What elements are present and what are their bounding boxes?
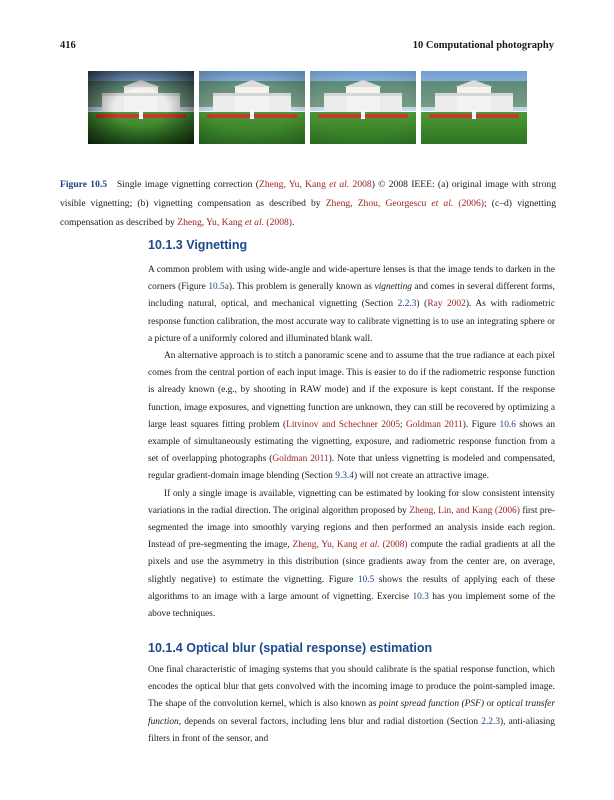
running-chapter-title: 10 Computational photography: [412, 40, 554, 51]
white-house-photo: [88, 71, 194, 144]
section-ref-link[interactable]: 2.2.3: [481, 716, 501, 727]
citation-link[interactable]: Litvinov and Schechner 2005: [286, 419, 401, 430]
citation-link[interactable]: Zheng, Yu, Kang et al. (2008): [292, 540, 408, 551]
citation-link[interactable]: Zheng, Lin, and Kang (2006): [409, 505, 520, 516]
figure-ref-link[interactable]: 10.5: [357, 574, 375, 585]
emphasis-term: vignetting: [374, 282, 412, 293]
figure-image-zheng-zhou-georgescu: [199, 71, 305, 144]
page-number: 416: [60, 40, 76, 51]
citation-link[interactable]: Zheng, Zhou, Georgescu et al. (2006): [325, 198, 484, 209]
citation-link[interactable]: Zheng, Yu, Kang et al. 2008: [258, 179, 372, 190]
caption-text: Single image vignetting correction (: [116, 179, 259, 190]
white-house-photo: [310, 71, 416, 144]
white-house-photo: [421, 71, 527, 144]
citation-link[interactable]: Goldman 2011: [406, 419, 463, 430]
figure-10-5-images: [88, 71, 526, 144]
white-house-photo: [199, 71, 305, 144]
section-heading-vignetting: 10.1.3 Vignetting: [148, 238, 248, 252]
page-header: [60, 40, 554, 54]
figure-image-original-vignetted: [88, 71, 194, 144]
figure-ref-link[interactable]: 10.6: [499, 419, 516, 430]
caption-text: .: [292, 217, 295, 228]
paragraph: One final characteristic of imaging systems that you should calibrate is the spatial response function, which encodes the optical blur that gets convolved with the incoming image to produce the point-sampled image. The shape of the convolution kernel, which is also known as point spread function (PSF) or optical transfer function, depends on several factors, including lens blur and radial distortion (Section 2.2.3), anti-aliasing filters in front of the sensor, and: [148, 665, 555, 744]
citation-link[interactable]: Zheng, Yu, Kang et al. (2008): [177, 217, 293, 228]
figure-image-zheng-yu-kang-c: [310, 71, 416, 144]
figure-label: Figure 10.5: [60, 179, 108, 190]
caption-text: ) © 2008 IEEE: (a) original image with strong visible vignetting; (b) vignetting compensation as described by: [60, 179, 556, 209]
caption-text: ; (c–d) vignetting compensation as described by: [60, 198, 556, 228]
section-ref-link[interactable]: 2.2.3: [397, 299, 417, 310]
emphasis-term: point spread function (PSF): [378, 699, 484, 710]
figure-caption: [60, 175, 556, 232]
section-ref-link[interactable]: 9.3.4: [335, 471, 354, 482]
paragraph: If only a single image is available, vignetting can be estimated by looking for slow consistent intensity variations in the radial direction. The original algorithm proposed by Zheng, Lin, and Kang (2006) first pre-segmented the image into smoothly varying regions and then performed an analysis inside each region. Instead of pre-segmenting the image, Zheng, Yu, Kang et al. (2008) compute the radial gradients at all the pixels and use the asymmetry in this distribution (since gradients away from the center are, on average, slightly negative) to estimate the vignetting. Figure 10.5 shows the results of applying each of these algorithms to an image with a large amount of vignetting. Exercise 10.3 has you implement some of the above techniques.: [148, 488, 556, 620]
citation-link[interactable]: Ray 2002: [427, 299, 466, 310]
exercise-ref-link[interactable]: 10.3: [412, 591, 429, 602]
figure-ref-link[interactable]: 10.5a: [208, 282, 229, 293]
paragraph: An alternative approach is to stitch a panoramic scene and to assume that the true radiance at each pixel comes from the central portion of each input image. This is easier to do if the radiometric response function is already known (e.g., by shooting in RAW mode) and if the exposure is kept constant. If the response function, image exposures, and vignetting function are unknown, they can still be recovered by optimizing a large least squares fitting problem (Litvinov and Schechner 2005; Goldman 2011). Figure 10.6 shows an example of simultaneously estimating the vignetting, exposure, and radiometric response function from a set of overlapping photographs (Goldman 2011). Note that unless vignetting is modeled and compensated, regular gradient-domain image blending (Section 9.3.4) will not create an attractive image.: [148, 351, 556, 482]
figure-image-zheng-yu-kang-d: [421, 71, 527, 144]
section-body-optical-blur: [148, 662, 555, 748]
section-body-vignetting: [148, 262, 555, 623]
paragraph: A common problem with using wide-angle and wide-aperture lenses is that the image tends to darken in the corners (Figure 10.5a). This problem is generally known as vignetting and comes in several different forms, including natural, optical, and mechanical vignetting (Section 2.2.3) (Ray 2002). As with radiometric response function calibration, the most accurate way to calibrate vignetting is to use an integrating sphere or a picture of a uniformly colored and illuminated blank wall.: [148, 265, 555, 344]
section-heading-optical-blur: 10.1.4 Optical blur (spatial response) estimation: [148, 641, 433, 655]
emphasis-term: optical transfer function: [148, 699, 555, 727]
citation-link[interactable]: Goldman 2011: [272, 454, 329, 465]
